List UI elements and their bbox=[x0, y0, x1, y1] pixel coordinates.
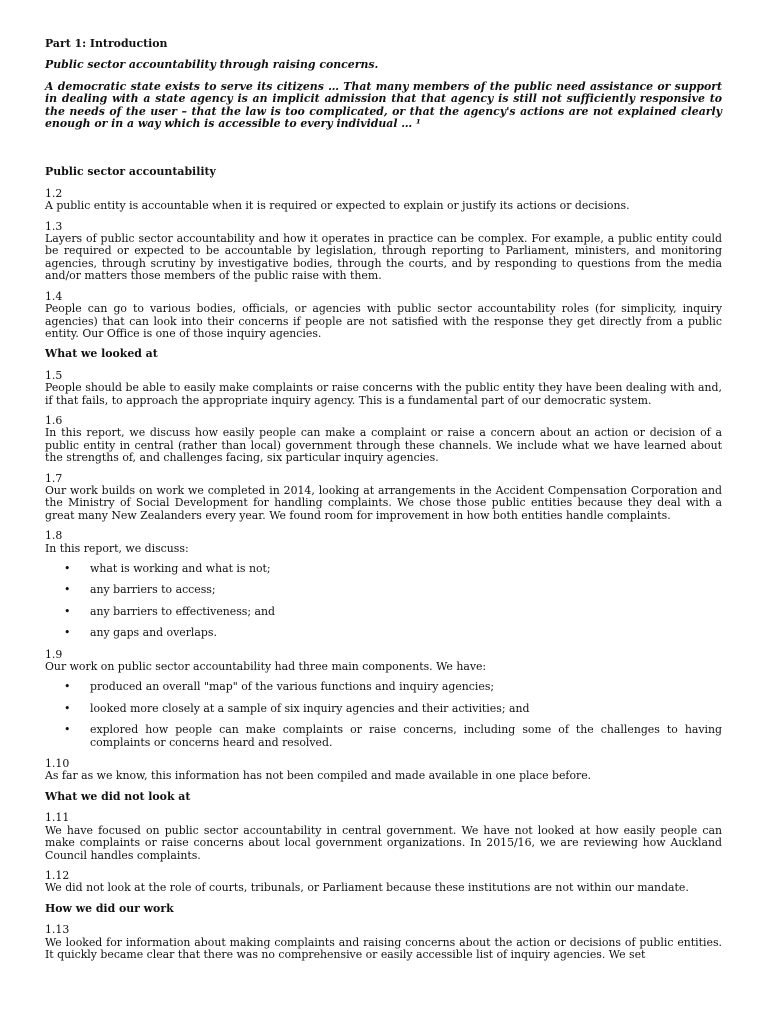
paragraph-number: 1.3 bbox=[45, 219, 63, 233]
paragraph-text: People should be able to easily make complaints or raise concerns with the public entity they have been dealing with and, if that fails, to approach the appropriate inquiry agency. This is a fundamental part of our democratic system. bbox=[45, 381, 722, 407]
paragraph-1-11 bbox=[45, 812, 722, 862]
paragraph-number: 1.12 bbox=[45, 868, 70, 882]
list-item bbox=[45, 627, 722, 639]
paragraph-1-2 bbox=[45, 188, 722, 213]
paragraph-text: We looked for information about making complaints and raising concerns about the action or decisions of public entities. It quickly became clear that there was no comprehensive or easily accessible list of inquiry agencies. We set bbox=[45, 935, 722, 961]
list-item-text: looked more closely at a sample of six inquiry agencies and their activities; and bbox=[90, 701, 530, 715]
paragraph-text: Our work on public sector accountability had three main components. We have: bbox=[45, 660, 487, 674]
paragraph-text: Layers of public sector accountability and how it operates in practice can be complex. For example, a public entity could be required or expected to be accountable by legislation, through reporting to Parliament, ministers, and monitoring agencies, through scrutiny by investigative bodies, through the courts, and by responding to questions from the media and/or matters those members of the public raise with them. bbox=[45, 232, 722, 283]
paragraph-number: 1.13 bbox=[45, 923, 70, 937]
paragraph-text: A public entity is accountable when it is required or expected to explain or justify its actions or decisions. bbox=[45, 199, 630, 213]
bullet-icon: • bbox=[64, 723, 71, 737]
heading-what-we-did-not-look-at: What we did not look at bbox=[45, 789, 191, 803]
bullet-icon: • bbox=[64, 604, 71, 618]
paragraph-number: 1.9 bbox=[45, 647, 63, 661]
bullet-icon: • bbox=[64, 583, 71, 597]
list-item bbox=[45, 724, 722, 749]
list-item-text: any barriers to access; bbox=[90, 583, 216, 597]
heading-how-we-did-our-work: How we did our work bbox=[45, 901, 174, 915]
paragraph-number: 1.6 bbox=[45, 413, 63, 427]
paragraph-1-12 bbox=[45, 870, 722, 895]
paragraph-text: We have focused on public sector accountability in central government. We have not looked at how easily people can make complaints or raise concerns about local government organizations. In 2015/16, we are reviewing how Auckland Council handles complaints. bbox=[45, 823, 722, 862]
paragraph-1-6 bbox=[45, 415, 722, 465]
part-title: Part 1: Introduction bbox=[45, 37, 168, 50]
list-item bbox=[45, 584, 722, 596]
list-item bbox=[45, 703, 722, 715]
paragraph-text: In this report, we discuss: bbox=[45, 541, 189, 555]
paragraph-number: 1.2 bbox=[45, 186, 63, 200]
bullet-icon: • bbox=[64, 680, 71, 694]
paragraph-text: We did not look at the role of courts, tribunals, or Parliament because these institutions are not within our mandate. bbox=[45, 881, 689, 895]
paragraph-text: Our work builds on work we completed in 2014, looking at arrangements in the Accident Compensation Corporation and the Ministry of Social Development for handling complaints. We chose those public entities because they deal with a great many New Zealanders every year. We found room for improvement in how both entities handle complaints. bbox=[45, 483, 722, 522]
paragraph-number: 1.11 bbox=[45, 811, 70, 825]
list-item-text: any gaps and overlaps. bbox=[90, 626, 217, 640]
paragraph-number: 1.10 bbox=[45, 757, 70, 771]
paragraph-number: 1.4 bbox=[45, 289, 63, 303]
list-item-text: any barriers to effectiveness; and bbox=[90, 604, 276, 618]
list-item bbox=[45, 681, 722, 693]
paragraph-number: 1.5 bbox=[45, 368, 63, 382]
list-item bbox=[45, 563, 722, 575]
heading-public-sector-accountability: Public sector accountability bbox=[45, 165, 216, 179]
bullet-icon: • bbox=[64, 701, 71, 715]
paragraph-number: 1.7 bbox=[45, 471, 63, 485]
heading-what-we-looked-at: What we looked at bbox=[45, 347, 158, 361]
paragraph-1-4 bbox=[45, 291, 722, 341]
paragraph-1-13 bbox=[45, 924, 722, 961]
list-item bbox=[45, 606, 722, 618]
bullet-icon: • bbox=[64, 562, 71, 575]
paragraph-1-5 bbox=[45, 370, 722, 407]
paragraph-1-10 bbox=[45, 758, 722, 783]
bullet-list-1-8 bbox=[45, 563, 722, 640]
bullet-icon: • bbox=[64, 626, 71, 640]
paragraph-text: As far as we know, this information has not been compiled and made available in one place before. bbox=[45, 769, 592, 783]
paragraph-1-8 bbox=[45, 530, 722, 555]
list-item-text: produced an overall "map" of the various functions and inquiry agencies; bbox=[90, 680, 495, 694]
list-item-text: what is working and what is not; bbox=[90, 562, 271, 575]
paragraph-1-7 bbox=[45, 473, 722, 523]
paragraph-number: 1.8 bbox=[45, 529, 63, 543]
epigraph-quote: A democratic state exists to serve its citizens … That many members of the public need assistance or support in dealing with a state agency is an implicit admission that that agency is still not sufficiently responsive to the needs of the user – that the law is too complicated, or that the agency's actions are not explained clearly enough or in a way which is accessible to every individual … ¹ bbox=[45, 79, 722, 131]
list-item-text: explored how people can make complaints or raise concerns, including some of the challenges to having complaints or concerns heard and resolved. bbox=[90, 723, 722, 749]
bullet-list-1-9 bbox=[45, 681, 722, 749]
paragraph-text: In this report, we discuss how easily people can make a complaint or raise a concern about an action or decision of a public entity in central (rather than local) government through these channels. We include what we have learned about the strengths of, and challenges facing, six particular inquiry agencies. bbox=[45, 426, 722, 465]
subtitle: Public sector accountability through raising concerns. bbox=[45, 58, 379, 72]
paragraph-1-3 bbox=[45, 221, 722, 283]
paragraph-text: People can go to various bodies, officials, or agencies with public sector accountability roles (for simplicity, inquiry agencies) that can look into their concerns if people are not satisfied with the response they get directly from a public entity. Our Office is one of those inquiry agencies. bbox=[45, 302, 722, 340]
paragraph-1-9 bbox=[45, 649, 722, 674]
